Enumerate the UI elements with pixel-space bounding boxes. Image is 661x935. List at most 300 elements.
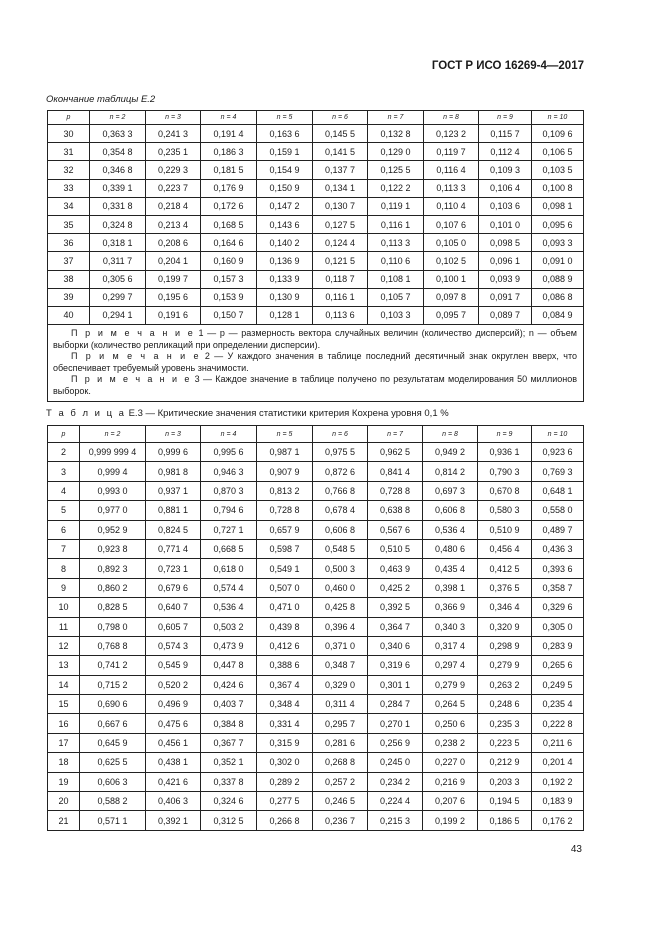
value-cell: 0,150 7 [201, 306, 257, 324]
value-cell: 0,384 8 [201, 714, 257, 733]
value-cell: 0,098 1 [532, 197, 584, 215]
value-cell: 0,475 6 [146, 714, 201, 733]
notes-row [48, 325, 584, 402]
value-cell: 0,993 0 [80, 481, 146, 500]
table-row [48, 161, 584, 179]
value-cell: 0,194 5 [478, 792, 532, 811]
value-cell: 0,100 1 [424, 270, 479, 288]
value-cell: 0,109 6 [532, 125, 584, 143]
table-row [48, 733, 584, 752]
value-cell: 0,136 9 [257, 252, 313, 270]
value-cell: 0,112 4 [479, 143, 532, 161]
value-cell: 0,235 3 [478, 714, 532, 733]
value-cell: 0,456 4 [478, 539, 532, 558]
value-cell: 0,157 3 [201, 270, 257, 288]
value-cell: 0,116 1 [313, 288, 368, 306]
value-cell: 0,093 3 [532, 234, 584, 252]
note-label: П р и м е ч а н и е [71, 351, 201, 362]
value-cell: 0,283 9 [532, 636, 584, 655]
value-cell: 0,354 8 [90, 143, 146, 161]
value-cell: 0,510 9 [478, 520, 532, 539]
value-cell: 0,346 4 [478, 598, 532, 617]
value-cell: 0,727 1 [201, 520, 257, 539]
value-cell: 0,376 5 [478, 578, 532, 597]
value-cell: 0,435 4 [423, 559, 478, 578]
value-cell: 0,892 3 [80, 559, 146, 578]
value-cell: 0,176 9 [201, 179, 257, 197]
value-cell: 0,340 6 [368, 636, 423, 655]
value-cell: 0,268 8 [313, 753, 368, 772]
table-row [48, 578, 584, 597]
value-cell: 0,318 1 [90, 234, 146, 252]
value-cell: 0,606 8 [423, 501, 478, 520]
value-cell: 0,299 7 [90, 288, 146, 306]
value-cell: 0,141 5 [313, 143, 368, 161]
value-cell: 0,460 0 [313, 578, 368, 597]
value-cell: 0,106 5 [532, 143, 584, 161]
value-cell: 0,115 7 [479, 125, 532, 143]
value-cell: 0,398 1 [423, 578, 478, 597]
value-cell: 0,881 1 [146, 501, 201, 520]
value-cell: 0,324 8 [90, 215, 146, 233]
value-cell: 0,766 8 [313, 481, 368, 500]
value-cell: 0,412 5 [478, 559, 532, 578]
value-cell: 0,191 6 [146, 306, 201, 324]
value-cell: 0,229 3 [146, 161, 201, 179]
table-row [48, 656, 584, 675]
value-cell: 0,580 3 [478, 501, 532, 520]
value-cell: 0,246 5 [313, 792, 368, 811]
table-row [48, 617, 584, 636]
value-cell: 0,480 6 [423, 539, 478, 558]
value-cell: 0,999 6 [146, 443, 201, 462]
value-cell: 0,995 6 [201, 443, 257, 462]
value-cell: 0,790 3 [478, 462, 532, 481]
value-cell: 0,245 0 [368, 753, 423, 772]
value-cell: 0,195 6 [146, 288, 201, 306]
value-cell: 0,814 2 [423, 462, 478, 481]
value-cell: 0,222 8 [532, 714, 584, 733]
table-row [48, 559, 584, 578]
value-cell: 0,277 5 [257, 792, 313, 811]
value-cell: 0,227 0 [423, 753, 478, 772]
value-cell: 0,339 1 [90, 179, 146, 197]
value-cell: 0,103 5 [532, 161, 584, 179]
value-cell: 0,289 2 [257, 772, 313, 791]
value-cell: 0,438 1 [146, 753, 201, 772]
column-header: n = 3 [146, 111, 201, 125]
value-cell: 0,224 4 [368, 792, 423, 811]
value-cell: 0,113 3 [368, 234, 424, 252]
table-row [48, 695, 584, 714]
value-cell: 0,412 6 [257, 636, 313, 655]
value-cell: 0,265 6 [532, 656, 584, 675]
value-cell: 0,305 0 [532, 617, 584, 636]
value-cell: 0,113 6 [313, 306, 368, 324]
value-cell: 0,907 9 [257, 462, 313, 481]
row-p-cell: 17 [48, 733, 80, 752]
row-p-cell: 20 [48, 792, 80, 811]
value-cell: 0,105 0 [424, 234, 479, 252]
value-cell: 0,648 1 [532, 481, 584, 500]
column-header: n = 3 [146, 426, 201, 443]
value-cell: 0,358 7 [532, 578, 584, 597]
value-cell: 0,337 8 [201, 772, 257, 791]
row-p-cell: 11 [48, 617, 80, 636]
value-cell: 0,088 9 [532, 270, 584, 288]
value-cell: 0,667 6 [80, 714, 146, 733]
value-cell: 0,109 3 [479, 161, 532, 179]
value-cell: 0,363 3 [90, 125, 146, 143]
value-cell: 0,295 7 [313, 714, 368, 733]
row-p-cell: 37 [48, 252, 90, 270]
column-header: n = 9 [479, 111, 532, 125]
value-cell: 0,201 4 [532, 753, 584, 772]
value-cell: 0,140 2 [257, 234, 313, 252]
value-cell: 0,605 7 [146, 617, 201, 636]
value-cell: 0,366 9 [423, 598, 478, 617]
table-row [48, 270, 584, 288]
value-cell: 0,828 5 [80, 598, 146, 617]
value-cell: 0,266 8 [257, 811, 313, 830]
value-cell: 0,091 0 [532, 252, 584, 270]
value-cell: 0,606 8 [313, 520, 368, 539]
value-cell: 0,199 7 [146, 270, 201, 288]
value-cell: 0,098 5 [479, 234, 532, 252]
table1-caption: Окончание таблицы Е.2 [46, 94, 156, 105]
value-cell: 0,279 9 [423, 675, 478, 694]
table-row [48, 462, 584, 481]
value-cell: 0,999 999 4 [80, 443, 146, 462]
value-cell: 0,186 5 [478, 811, 532, 830]
value-cell: 0,406 3 [146, 792, 201, 811]
row-p-cell: 33 [48, 179, 90, 197]
value-cell: 0,510 5 [368, 539, 423, 558]
table-row [48, 520, 584, 539]
value-cell: 0,163 6 [257, 125, 313, 143]
value-cell: 0,741 2 [80, 656, 146, 675]
value-cell: 0,097 8 [424, 288, 479, 306]
table-row [48, 811, 584, 830]
value-cell: 0,312 5 [201, 811, 257, 830]
table-e2-continuation [47, 110, 584, 402]
column-header: n = 8 [423, 426, 478, 443]
column-header: n = 2 [90, 111, 146, 125]
value-cell: 0,447 8 [201, 656, 257, 675]
value-cell: 0,234 2 [368, 772, 423, 791]
value-cell: 0,211 6 [532, 733, 584, 752]
value-cell: 0,348 7 [313, 656, 368, 675]
value-cell: 0,159 1 [257, 143, 313, 161]
document-header: ГОСТ Р ИСО 16269-4—2017 [431, 60, 584, 72]
value-cell: 0,500 3 [313, 559, 368, 578]
value-cell: 0,116 1 [368, 215, 424, 233]
table-row [48, 143, 584, 161]
value-cell: 0,999 4 [80, 462, 146, 481]
value-cell: 0,937 1 [146, 481, 201, 500]
table-row [48, 306, 584, 324]
value-cell: 0,723 1 [146, 559, 201, 578]
value-cell: 0,164 6 [201, 234, 257, 252]
value-cell: 0,279 9 [478, 656, 532, 675]
value-cell: 0,690 6 [80, 695, 146, 714]
value-cell: 0,364 7 [368, 617, 423, 636]
value-cell: 0,588 2 [80, 792, 146, 811]
value-cell: 0,181 5 [201, 161, 257, 179]
value-cell: 0,946 3 [201, 462, 257, 481]
table-row [48, 675, 584, 694]
note-item [53, 328, 577, 351]
value-cell: 0,095 6 [532, 215, 584, 233]
table-row [48, 501, 584, 520]
value-cell: 0,298 9 [478, 636, 532, 655]
value-cell: 0,199 2 [423, 811, 478, 830]
row-p-cell: 18 [48, 753, 80, 772]
value-cell: 0,320 9 [478, 617, 532, 636]
value-cell: 0,172 6 [201, 197, 257, 215]
value-cell: 0,392 5 [368, 598, 423, 617]
row-p-cell: 10 [48, 598, 80, 617]
value-cell: 0,424 6 [201, 675, 257, 694]
value-cell: 0,108 1 [368, 270, 424, 288]
value-cell: 0,264 5 [423, 695, 478, 714]
value-cell: 0,250 6 [423, 714, 478, 733]
value-cell: 0,975 5 [313, 443, 368, 462]
value-cell: 0,768 8 [80, 636, 146, 655]
value-cell: 0,463 9 [368, 559, 423, 578]
value-cell: 0,798 0 [80, 617, 146, 636]
value-cell: 0,489 7 [532, 520, 584, 539]
value-cell: 0,305 6 [90, 270, 146, 288]
table-row [48, 125, 584, 143]
value-cell: 0,128 1 [257, 306, 313, 324]
table-row [48, 753, 584, 772]
value-cell: 0,160 9 [201, 252, 257, 270]
row-p-cell: 38 [48, 270, 90, 288]
value-cell: 0,952 9 [80, 520, 146, 539]
value-cell: 0,113 3 [424, 179, 479, 197]
row-p-cell: 39 [48, 288, 90, 306]
value-cell: 0,352 1 [201, 753, 257, 772]
value-cell: 0,103 6 [479, 197, 532, 215]
value-cell: 0,396 4 [313, 617, 368, 636]
value-cell: 0,923 8 [80, 539, 146, 558]
value-cell: 0,110 4 [424, 197, 479, 215]
value-cell: 0,319 6 [368, 656, 423, 675]
value-cell: 0,670 8 [478, 481, 532, 500]
table-header-row [48, 426, 584, 443]
column-header: n = 7 [368, 111, 424, 125]
value-cell: 0,105 7 [368, 288, 424, 306]
value-cell: 0,089 7 [479, 306, 532, 324]
table-row [48, 179, 584, 197]
table-row [48, 714, 584, 733]
value-cell: 0,645 9 [80, 733, 146, 752]
note-text: 2 — У каждого значения в таблице последний десятичный знак округлен вверх, что обеспечивает требуемый уровень значимости. [53, 351, 577, 373]
row-p-cell: 40 [48, 306, 90, 324]
value-cell: 0,872 6 [313, 462, 368, 481]
row-p-cell: 15 [48, 695, 80, 714]
value-cell: 0,728 8 [368, 481, 423, 500]
value-cell: 0,203 3 [478, 772, 532, 791]
value-cell: 0,297 4 [423, 656, 478, 675]
column-header: n = 5 [257, 111, 313, 125]
value-cell: 0,095 7 [424, 306, 479, 324]
row-p-cell: 5 [48, 501, 80, 520]
value-cell: 0,473 9 [201, 636, 257, 655]
value-cell: 0,207 6 [423, 792, 478, 811]
value-cell: 0,331 8 [90, 197, 146, 215]
value-cell: 0,668 5 [201, 539, 257, 558]
value-cell: 0,133 9 [257, 270, 313, 288]
row-p-cell: 34 [48, 197, 90, 215]
value-cell: 0,213 4 [146, 215, 201, 233]
value-cell: 0,923 6 [532, 443, 584, 462]
value-cell: 0,248 6 [478, 695, 532, 714]
value-cell: 0,425 2 [368, 578, 423, 597]
value-cell: 0,116 4 [424, 161, 479, 179]
value-cell: 0,192 2 [532, 772, 584, 791]
value-cell: 0,238 2 [423, 733, 478, 752]
table2-caption [46, 408, 449, 419]
value-cell: 0,348 4 [257, 695, 313, 714]
value-cell: 0,236 7 [313, 811, 368, 830]
value-cell: 0,110 6 [368, 252, 424, 270]
value-cell: 0,549 1 [257, 559, 313, 578]
value-cell: 0,346 8 [90, 161, 146, 179]
value-cell: 0,860 2 [80, 578, 146, 597]
value-cell: 0,311 4 [313, 695, 368, 714]
column-header: n = 10 [532, 426, 584, 443]
value-cell: 0,084 9 [532, 306, 584, 324]
note-item [53, 374, 577, 397]
column-header: p [48, 426, 80, 443]
value-cell: 0,403 7 [201, 695, 257, 714]
value-cell: 0,249 5 [532, 675, 584, 694]
value-cell: 0,558 0 [532, 501, 584, 520]
value-cell: 0,571 1 [80, 811, 146, 830]
value-cell: 0,215 3 [368, 811, 423, 830]
value-cell: 0,281 6 [313, 733, 368, 752]
value-cell: 0,618 0 [201, 559, 257, 578]
value-cell: 0,123 2 [424, 125, 479, 143]
table-notes [48, 325, 584, 402]
column-header: p [48, 111, 90, 125]
value-cell: 0,223 7 [146, 179, 201, 197]
value-cell: 0,936 1 [478, 443, 532, 462]
value-cell: 0,638 8 [368, 501, 423, 520]
value-cell: 0,574 4 [201, 578, 257, 597]
value-cell: 0,129 0 [368, 143, 424, 161]
value-cell: 0,118 7 [313, 270, 368, 288]
value-cell: 0,241 3 [146, 125, 201, 143]
table-row [48, 481, 584, 500]
column-header: n = 4 [201, 111, 257, 125]
value-cell: 0,122 2 [368, 179, 424, 197]
value-cell: 0,977 0 [80, 501, 146, 520]
value-cell: 0,981 8 [146, 462, 201, 481]
value-cell: 0,507 0 [257, 578, 313, 597]
row-p-cell: 30 [48, 125, 90, 143]
value-cell: 0,598 7 [257, 539, 313, 558]
value-cell: 0,311 7 [90, 252, 146, 270]
value-cell: 0,208 6 [146, 234, 201, 252]
note-text: 1 — p — размерность вектора случайных величин (количество дисперсий); n — объем выборки (количество репликаций при определении дисперсии). [53, 328, 577, 350]
value-cell: 0,130 7 [313, 197, 368, 215]
value-cell: 0,331 4 [257, 714, 313, 733]
value-cell: 0,091 7 [479, 288, 532, 306]
row-p-cell: 35 [48, 215, 90, 233]
row-p-cell: 31 [48, 143, 90, 161]
value-cell: 0,679 6 [146, 578, 201, 597]
value-cell: 0,101 0 [479, 215, 532, 233]
table-row [48, 252, 584, 270]
value-cell: 0,127 5 [313, 215, 368, 233]
table-row [48, 792, 584, 811]
value-cell: 0,503 2 [201, 617, 257, 636]
row-p-cell: 3 [48, 462, 80, 481]
value-cell: 0,949 2 [423, 443, 478, 462]
value-cell: 0,769 3 [532, 462, 584, 481]
value-cell: 0,186 3 [201, 143, 257, 161]
value-cell: 0,191 4 [201, 125, 257, 143]
value-cell: 0,153 9 [201, 288, 257, 306]
row-p-cell: 13 [48, 656, 80, 675]
table-e3 [47, 425, 584, 831]
value-cell: 0,154 9 [257, 161, 313, 179]
table-row [48, 234, 584, 252]
value-cell: 0,216 9 [423, 772, 478, 791]
value-cell: 0,125 5 [368, 161, 424, 179]
value-cell: 0,150 9 [257, 179, 313, 197]
value-cell: 0,367 4 [257, 675, 313, 694]
value-cell: 0,119 1 [368, 197, 424, 215]
column-header: n = 4 [201, 426, 257, 443]
value-cell: 0,678 4 [313, 501, 368, 520]
value-cell: 0,315 9 [257, 733, 313, 752]
value-cell: 0,870 3 [201, 481, 257, 500]
note-item [53, 351, 577, 374]
value-cell: 0,235 1 [146, 143, 201, 161]
row-p-cell: 4 [48, 481, 80, 500]
value-cell: 0,270 1 [368, 714, 423, 733]
value-cell: 0,183 9 [532, 792, 584, 811]
value-cell: 0,257 2 [313, 772, 368, 791]
value-cell: 0,102 5 [424, 252, 479, 270]
value-cell: 0,987 1 [257, 443, 313, 462]
value-cell: 0,130 9 [257, 288, 313, 306]
row-p-cell: 32 [48, 161, 90, 179]
row-p-cell: 36 [48, 234, 90, 252]
value-cell: 0,439 8 [257, 617, 313, 636]
value-cell: 0,697 3 [423, 481, 478, 500]
column-header: n = 5 [257, 426, 313, 443]
column-header: n = 8 [424, 111, 479, 125]
value-cell: 0,536 4 [423, 520, 478, 539]
value-cell: 0,096 1 [479, 252, 532, 270]
column-header: n = 2 [80, 426, 146, 443]
table-row [48, 197, 584, 215]
column-header: n = 6 [313, 426, 368, 443]
value-cell: 0,536 4 [201, 598, 257, 617]
row-p-cell: 12 [48, 636, 80, 655]
table-row [48, 772, 584, 791]
row-p-cell: 19 [48, 772, 80, 791]
value-cell: 0,143 6 [257, 215, 313, 233]
value-cell: 0,393 6 [532, 559, 584, 578]
table2-caption-label: Т а б л и ц а [46, 408, 126, 419]
value-cell: 0,545 9 [146, 656, 201, 675]
